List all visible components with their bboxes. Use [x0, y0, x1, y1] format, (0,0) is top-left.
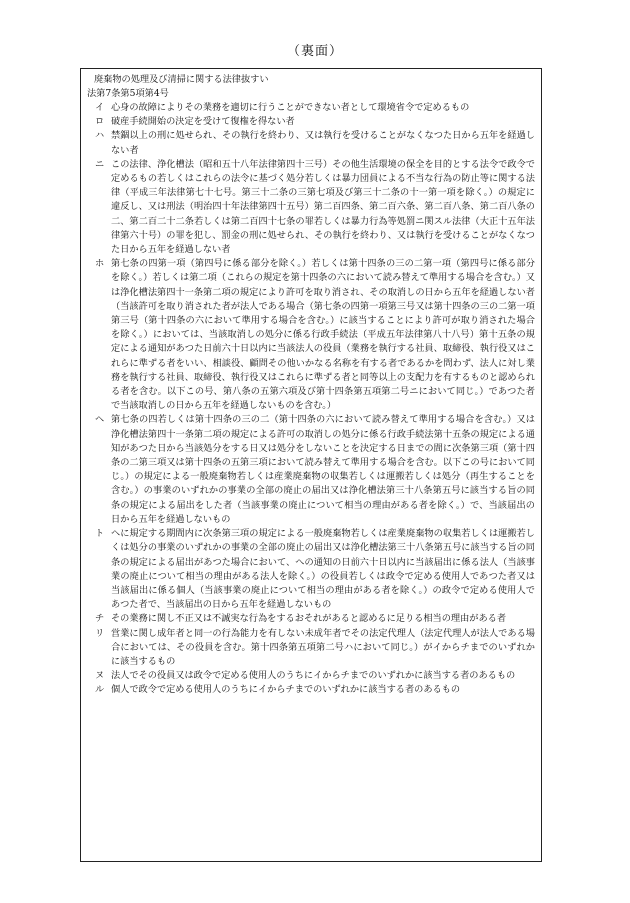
document-header: [87, 73, 535, 101]
law-title: 廃棄物の処理及び清掃に関する法律抜すい: [94, 74, 269, 85]
clause-mark: リ: [95, 627, 105, 639]
clause-text: ヘに規定する期間内に次条第三項の規定による一般廃棄物若しくは産業廃棄物の収集若しくは運搬若しくは処分の事業のいずれかの事業の全部の廃止の届出又は浄化槽法第三十八条第五号に該当する旨の同条の規定による届出があつた場合において、への通知の日前六十日以内に当該届出に係る法人（当該事業の廃止について相当の理由がある法人を除く。）の役員若しくは政令で定める使用人であつた者又は当該届出に係る個人（当該事業の廃止について相当の理由がある者を除く。）の政令で定める使用人であつた者で、当該届出の日から五年を経過しないもの: [111, 528, 535, 611]
clause-text: 破産手続開始の決定を受けて復権を得ない者: [111, 116, 295, 128]
clause-list: [87, 101, 535, 698]
clause-item: [87, 158, 535, 257]
clause-mark: ト: [95, 528, 105, 540]
clause-item: [87, 683, 535, 697]
clause-mark: ハ: [95, 130, 105, 142]
clause-text: その業務に関し不正又は不誠実な行為をするおそれがあると認めるに足りる相当の理由がある者: [111, 613, 507, 625]
document-frame: [80, 68, 542, 862]
clause-text: 法人でその役員又は政令で定める使用人のうちにイからチまでのいずれかに該当する者のあるもの: [111, 670, 516, 682]
clause-text: 禁錮以上の刑に処せられ、その執行を終わり、又は執行を受けることがなくなつた日から五年を経過しない者: [111, 130, 535, 156]
clause-text: この法律、浄化槽法（昭和五十八年法律第四十三号）その他生活環境の保全を目的とする法令で政令で定めるもの若しくはこれらの法令に基づく処分若しくは暴力団員による不当な行為の防止等に関する法律（平成三年法律第七十七号。第三十二条の三第七項及び第三十二条の十一第一項を除く。）の規定に違反し、又は刑法（明治四十年法律第四十五号）第二百四条、第二百六条、第二百八条、第二百八条の二、第二百二十二条若しくは第二百四十七条の罪若しくは暴力行為等処罰ニ関スル法律（大正十五年法律第六十号）の罪を犯し、罰金の刑に処せられ、その執行を終わり、又は執行を受けることがなくなつた日から五年を経過しない者: [111, 158, 535, 256]
clause-item: [87, 129, 535, 157]
clause-mark: ホ: [95, 258, 105, 270]
clause-item: [87, 115, 535, 129]
clause-item: [87, 413, 535, 527]
clause-item: [87, 527, 535, 612]
clause-mark: ニ: [95, 158, 105, 170]
clause-text: 個人で政令で定める使用人のうちにイからチまでのいずれかに該当する者のあるもの: [111, 684, 461, 696]
clause-mark: ヘ: [95, 414, 105, 426]
clause-mark: イ: [95, 102, 105, 113]
page-title: （裏面）: [286, 44, 343, 59]
clause-mark: ヌ: [95, 670, 105, 682]
clause-mark: ロ: [95, 116, 105, 128]
clause-item: [87, 612, 535, 626]
clause-mark: ル: [95, 684, 105, 696]
clause-text: 営業に関し成年者と同一の行為能力を有しない未成年者でその法定代理人（法定代理人が法人である場合においては、その役員を含む。第十四条第五項第二号ハにおいて同じ。）がイからチまでのいずれかに該当するもの: [111, 627, 535, 667]
clause-item: [87, 257, 535, 413]
clause-item: [87, 627, 535, 670]
article-reference: 法第7条第5項第4号: [87, 88, 169, 99]
clause-text: 第七条の四若しくは第十四条の三の二（第十四条の六において読み替えて準用する場合を含む。）又は浄化槽法第四十一条第二項の規定による許可の取消しの処分に係る行政手続法第十五条の規定による通知があつた日から当該処分をする日又は処分をしないことを決定する日までの間に次条第三項（第十四条の二第三項又は第十四条の五第三項において読み替えて準用する場合を含む。以下この号において同じ。）の規定による一般廃棄物若しくは産業廃棄物の収集若しくは運搬若しくは処分（再生することを含む。）の事業のいずれかの事業の全部の廃止の届出又は浄化槽法第三十八条第五号に該当する旨の同条の規定による届出をした者（当該事業の廃止について相当の理由がある者を除く。）で、当該届出の日から五年を経過しないもの: [111, 414, 535, 525]
clause-item: [87, 669, 535, 683]
clause-text: 第七条の四第一項（第四号に係る部分を除く。）若しくは第十四条の三の二第一項（第四号に係る部分を除く。）若しくは第二項（これらの規定を第十四条の六において読み替えて準用する場合を含む。）又は浄化槽法第四十一条第二項の規定により許可を取り消され、その取消しの日から五年を経過しない者（当該許可を取り消された者が法人である場合（第七条の四第一項第三号又は第十四条の三の二第一項第三号（第十四条の六において準用する場合を含む。）に該当することにより許可が取り消された場合を除く。）においては、当該取消しの処分に係る行政手続法（平成五年法律第八十八号）第十五条の規定による通知があつた日前六十日以内に当該法人の役員（業務を執行する社員、取締役、執行役又はこれらに準ずる者をいい、相談役、顧問その他いかなる名称を有する者であるかを問わず、法人に対し業務を執行する社員、取締役、執行役又はこれらに準ずる者と同等以上の支配力を有するものと認められる者を含む。以下この号、第八条の五第六項及び第十四条第五項第二号ニにおいて同じ。）であつた者で当該取消しの日から五年を経過しないものを含む。）: [111, 258, 535, 412]
clause-text: 心身の故障によりその業務を適切に行うことができない者として環境省令で定めるもの: [111, 102, 470, 113]
clause-mark: チ: [95, 613, 105, 625]
clause-item: [87, 101, 535, 115]
